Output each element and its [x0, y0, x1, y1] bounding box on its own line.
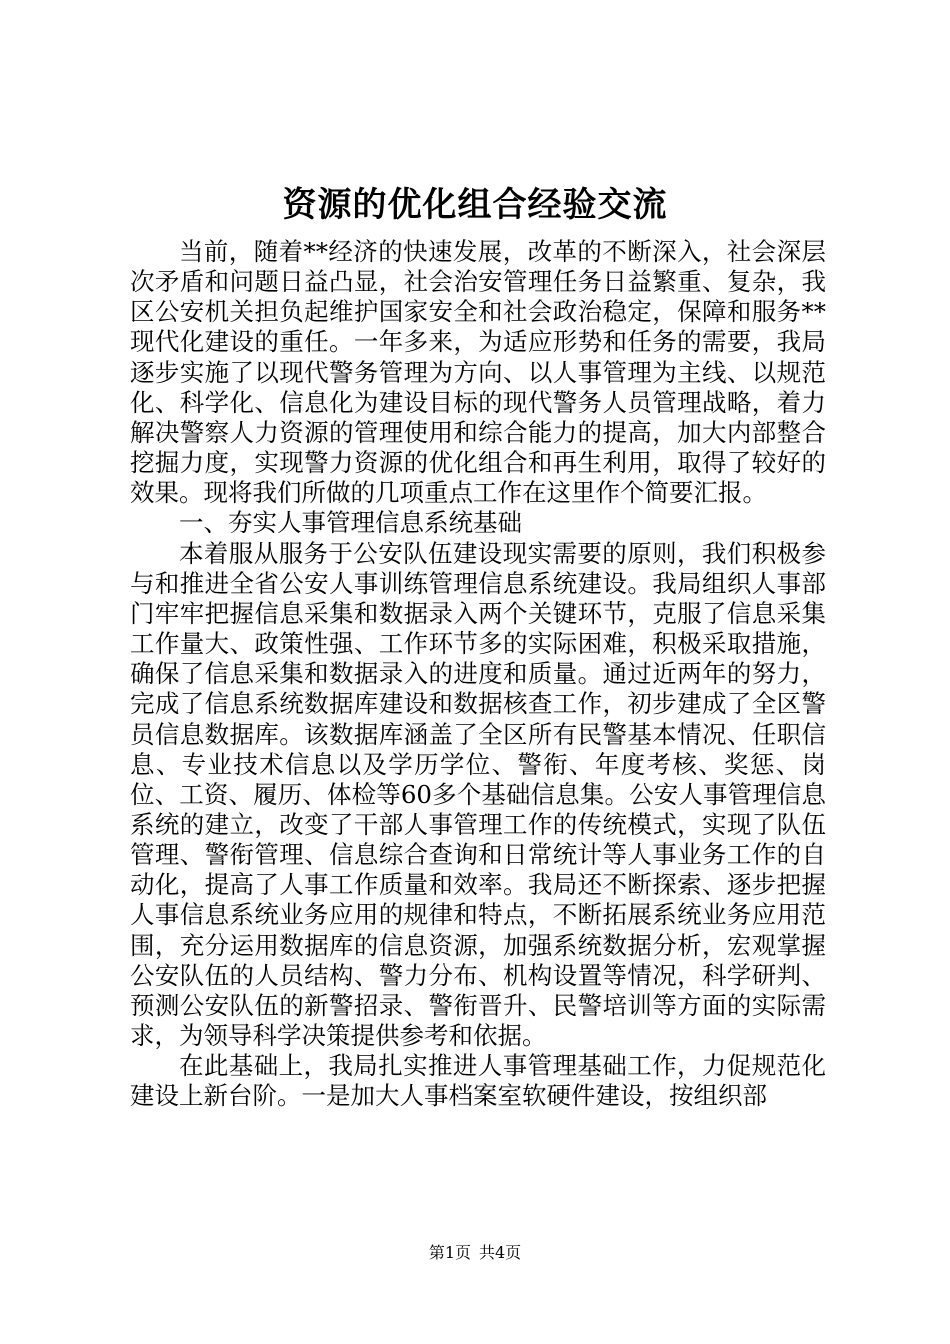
document-body — [130, 237, 826, 1112]
section-heading-1: 一、夯实人事管理信息系统基础 — [179, 508, 522, 538]
page-footer — [0, 1242, 950, 1264]
paragraph-intro: 当前，随着**经济的快速发展，改革的不断深入，社会深层次矛盾和问题日益凸显，社会治安管理任务日益繁重、复杂，我区公安机关担负起维护国家安全和社会政治稳定，保障和服务**现代化建设的重任。一年多来，为适应形势和任务的需要，我局逐步实施了以现代警务管理为方向、以人事管理为主线、以规范化、科学化、信息化为建设目标的现代警务人员管理战略，着力解决警察人力资源的管理使用和综合能力的提高，加大内部整合挖掘力度，实现警力资源的优化组合和再生利用，取得了较好的效果。现将我们所做的几项重点工作在这里作个简要汇报。 — [130, 237, 826, 508]
page-total: 共4页 — [479, 1243, 522, 1262]
document-title: 资源的优化组合经验交流 — [282, 185, 668, 225]
paragraph-section-1-continued: 在此基础上，我局扎实推进人事管理基础工作，力促规范化建设上新台阶。一是加大人事档案室软硬件建设，按组织部 — [130, 1051, 826, 1111]
paragraph-section-1: 本着服从服务于公安队伍建设现实需要的原则，我们积极参与和推进全省公安人事训练管理信息系统建设。我局组织人事部门牢牢把握信息采集和数据录入两个关键环节，克服了信息采集工作量大、政策性强、工作环节多的实际困难，积极采取措施，确保了信息采集和数据录入的进度和质量。通过近两年的努力，完成了信息系统数据库建设和数据核查工作，初步建成了全区警员信息数据库。该数据库涵盖了全区所有民警基本情况、任职信息、专业技术信息以及学历学位、警衔、年度考核、奖惩、岗位、工资、履历、体检等60多个基础信息集。公安人事管理信息系统的建立，改变了干部人事管理工作的传统模式，实现了队伍管理、警衔管理、信息综合查询和日常统计等人事业务工作的自动化，提高了人事工作质量和效率。我局还不断探索、逐步把握人事信息系统业务应用的规律和特点，不断拓展系统业务应用范围，充分运用数据库的信息资源，加强系统数据分析，宏观掌握公安队伍的人员结构、警力分布、机构设置等情况，科学研判、预测公安队伍的新警招录、警衔晋升、民警培训等方面的实际需求，为领导科学决策提供参考和依据。 — [130, 538, 826, 1051]
page-number: 第1页 — [428, 1243, 471, 1262]
